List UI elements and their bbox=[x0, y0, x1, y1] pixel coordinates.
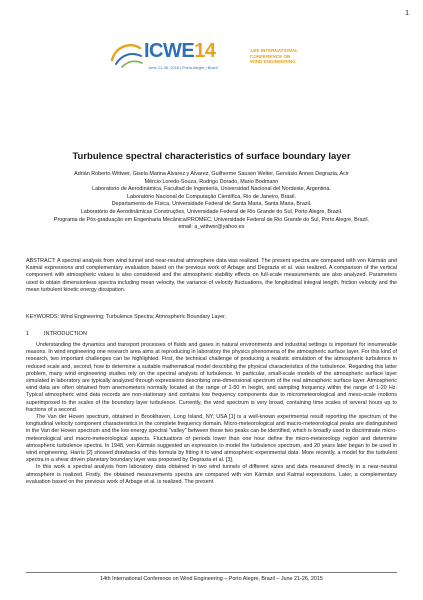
affiliation-line: Laboratório Nacional de Computação Científica, Rio de Janeiro, Brasil. bbox=[127, 193, 296, 200]
affiliation-line: Departamento de Física, Universidade Federal de Santa Maria, Santa Maria, Brazil. bbox=[111, 201, 312, 208]
logo-dates: June 21-26, 2015 | Porto Alegre | Brazil bbox=[148, 65, 218, 70]
abstract: ABSTRACT: A spectral analysis from wind tunnel and near-neutral atmosphere data was realized. The present spectra are compared with von Kármán and Kaimal expressions and complementary evaluation based on the previous work of Arbage and Degrazia et al. was realized. A comparison of the vertical component with atmospheric values is also considered and the atmospheric stability effects on full-scale measurements are also analyzed. Parameters used to obtain dimensionless spectra including mean velocity, the variance of velocity fluctuations, the longitudinal integral length, friction velocity and the mean turbulent kinetic energy dissipation. bbox=[26, 258, 397, 293]
author-block bbox=[30, 171, 393, 232]
affiliation-line: Laboratório de Aerodinâmicas Construções, Universidade Federal de Rio Grande do Sul, Porto Alegre, Brazil. bbox=[80, 208, 343, 215]
wind-swirl-icon bbox=[108, 40, 144, 70]
logo-conference-name bbox=[250, 48, 330, 65]
affiliation-line: Programa de Pós-graduação em Engenharia Mecânica/PROMEC, Universidade Federal de Rio Grande do Sul, Porto Alegre, Brazil. bbox=[53, 216, 370, 223]
logo-conference-line: 14th INTERNATIONAL bbox=[250, 48, 298, 53]
author-line: Mércio Loredo-Souza, Rodrigo Dorado, Mario Bodmann bbox=[144, 178, 279, 185]
author-line: Adrián Roberto Wittwer, Gisela Marina Alvarez y Alvarez, Guilherme Sausen Welter, Gervásio Annes Degrazia, Acir bbox=[74, 171, 349, 177]
footer-divider bbox=[26, 572, 397, 573]
logo-conference-line: WIND ENGINEERING bbox=[250, 59, 296, 65]
page-number: 1 bbox=[405, 10, 409, 17]
section-heading bbox=[26, 331, 87, 338]
body-paragraph: In this work a spectral analysis from laboratory data obtained in two wind tunnels of different sizes and data measured directly in a near-neutral atmosphere is realized. Firstly, the obtained measurements spectra are compared with von Kármán and Kaimal expressions. Later, a complementary evaluation based on the previous work of Arbage et al. is realized. The present bbox=[26, 464, 397, 485]
paper-title: Turbulence spectral characteristics of surface boundary layer bbox=[72, 151, 351, 162]
icwe-logo bbox=[108, 40, 318, 90]
logo-year: 14 bbox=[194, 40, 216, 62]
author-email: email: a_wittwer@yahoo.es bbox=[178, 224, 245, 231]
body-paragraph: Understanding the dynamics and transport processes of fluids and gases in natural environments and industrial settings is important for innumerable reasons. In wind engineering one research area aims at reproducing in laboratory the physics phenomena of the atmospheric surface layer. For this kind of research, two important challenges can be highlighted. First, the technical challenge of producing a realistic simulation of the atmospheric turbulence in reduced scale and, second, how to determine a suitable mathematical model describing the physical characteristics of the turbulence. Regarding this latter problem, many wind engineering studies rely on the spectral analysis of turbulence. In particular, small-scale models of the atmospheric surface layer simulated in laboratory are typically analyzed through expressions describing one-dimensional spectrum of the real atmospheric surface layer. Atmospheric wind data are often obtained from anemometers normally located at the range of 1-50 m height, and sampling frequency within the range of 1-20 Hz. Typical atmospheric wind data records are non-stationary and contains low frequency components due to micrometeorological and meso-scale motions superimposed to the scales of the boundary layer turbulence. Currently, the wind spectrum is very broad, containing time scales of several hours up to fractions of a second. bbox=[26, 342, 397, 413]
introduction-body bbox=[26, 342, 397, 486]
logo-conference-line: CONFERENCE ON bbox=[250, 53, 291, 59]
page-footer: 14th International Conference on Wind Engineering – Porto Alegre, Brazil – June 21-26, 2015 bbox=[100, 576, 323, 582]
keywords: KEYWORDS: Wind Engineering; Turbulence Spectra; Atmospheric Boundary Layer. bbox=[26, 314, 227, 320]
affiliation-line: Laboratorio de Aerodinámica, Facultad de Ingeniería, Universidad Nacional del Nordeste, Argentina. bbox=[92, 186, 331, 193]
section-title: INTRODUCTION bbox=[44, 331, 87, 337]
section-number: 1 bbox=[26, 331, 30, 337]
body-paragraph: The Van der Hoven spectrum, obtained in Brookhaven, Long Island, NY, USA [1] is a well-known experimental result reporting the spectrum of the longitudinal velocity component characteristics in the complete frequency domain. Micro-meteorological and macro-meteorological peaks are distinguished in the Van der Hoven spectrum and the low energy spectral "valley" between these two peaks can be identified, which is broadly used to discriminate micro-meteorological and macro-meteorological aspects. Fluctuations of periods lower than one hour define the micro-meteorology region and determine atmospheric turbulence spectra. In 1948, von Kármán suggested an expression to model the turbulence spectrum, and 20 years later began to be used in wind engineering. Harris [2] showed drawbacks of this formula by fitting it to wind atmospheric experimental data. More recently, a model for the turbulent spectra in a shear driven planetary boundary layer was proposed by Degrazia et al. [3]. bbox=[26, 414, 397, 464]
logo-wordmark bbox=[144, 40, 215, 63]
logo-icwe: ICWE bbox=[144, 40, 195, 62]
